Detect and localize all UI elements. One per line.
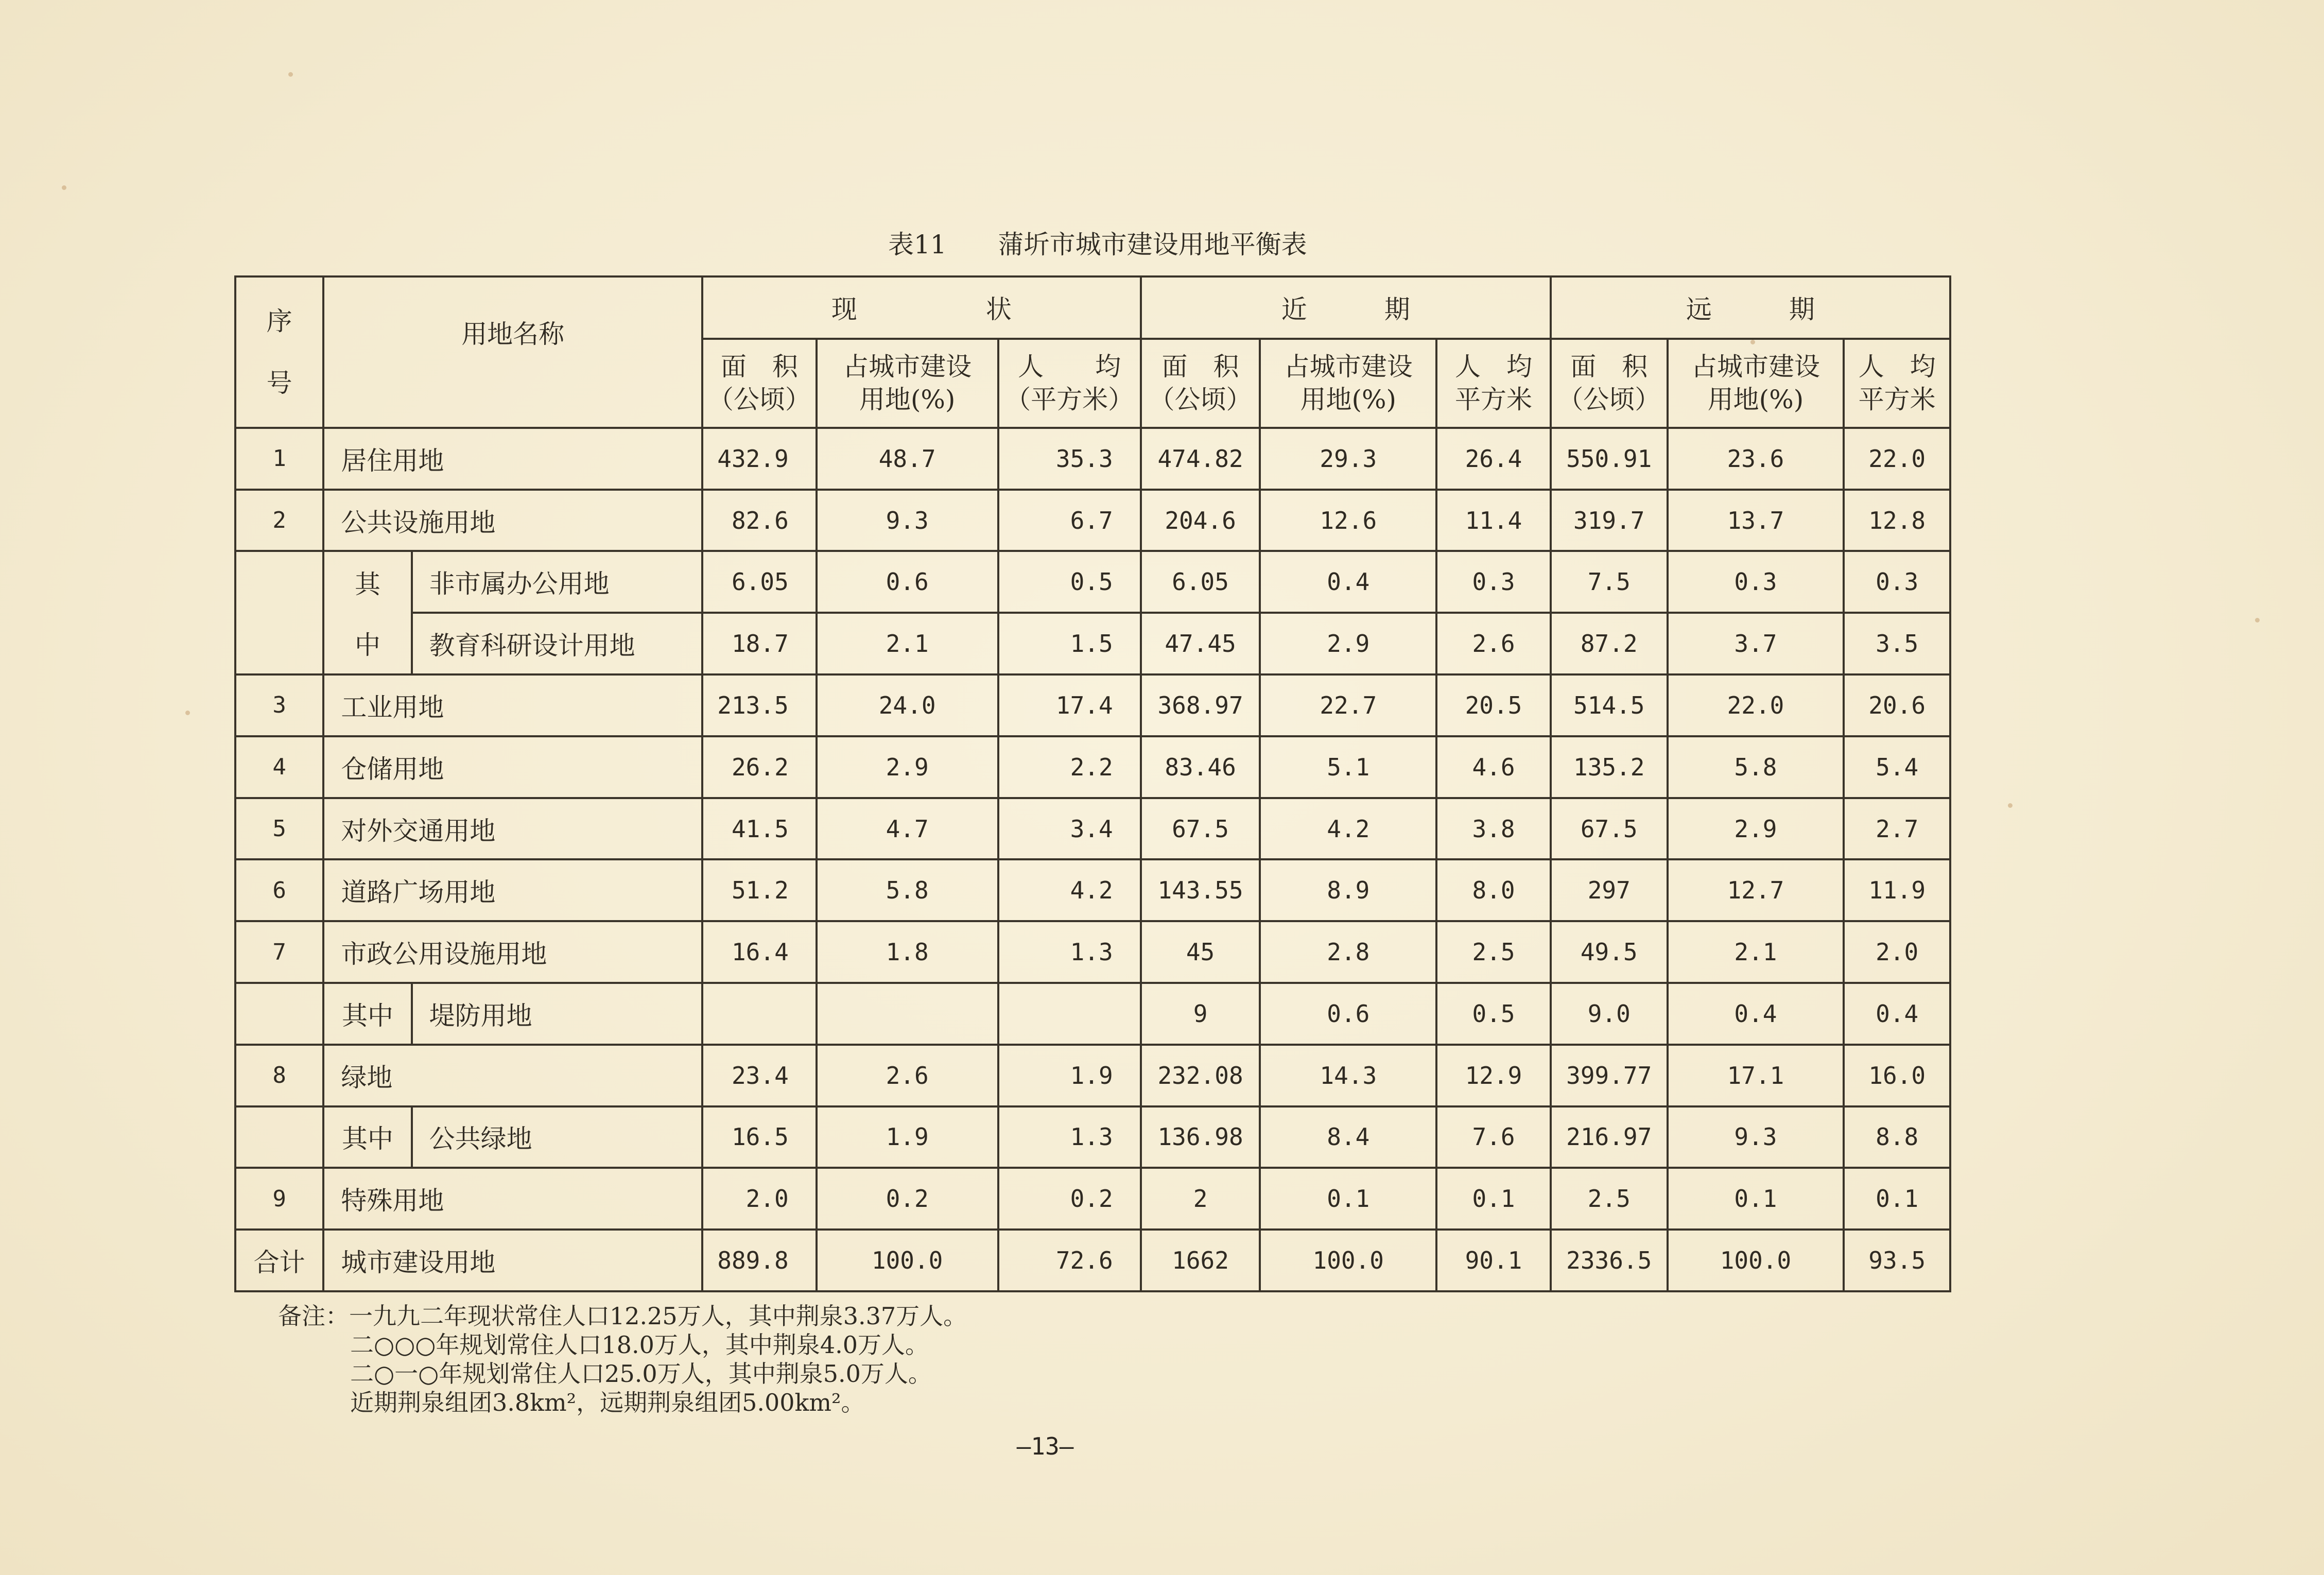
cell: 82.6 [702,490,817,551]
cell: 8.0 [1436,859,1551,921]
cell [998,983,1141,1045]
cell: 232.08 [1141,1045,1260,1106]
page-number: —13— [1016,1432,1074,1460]
cell: 5.4 [1844,736,1950,798]
row-seq: 合计 [235,1230,323,1291]
row-seq: 1 [235,428,323,490]
cell: 48.7 [817,428,998,490]
table-row [235,674,1950,736]
col-header: 人 均 平方米 [1436,339,1551,428]
cell: 0.3 [1436,551,1551,613]
cell: 35.3 [998,428,1141,490]
table-title [888,227,1403,263]
row-name: 非市属办公用地 [412,551,702,613]
cell: 13.7 [1668,490,1844,551]
cell: 216.97 [1551,1106,1668,1168]
row-seq: 9 [235,1168,323,1230]
cell: 2.7 [1844,798,1950,860]
row-name: 道路广场用地 [323,859,702,921]
col-header: 占城市建设 用地(%) [1260,339,1436,428]
name-header: 用地名称 [323,276,702,428]
table-number: 表11 [888,230,947,259]
cell: 1.9 [817,1106,998,1168]
cell: 23.4 [702,1045,817,1106]
table-row [235,859,1950,921]
row-seq: 2 [235,490,323,551]
table-row-sub [235,551,1950,613]
cell: 143.55 [1141,859,1260,921]
col-header: 人 均 （平方米） [998,339,1141,428]
group-long-term-header: 远 期 [1551,276,1950,339]
cell: 20.5 [1436,674,1551,736]
cell: 0.5 [998,551,1141,613]
cell: 22.7 [1260,674,1436,736]
cell: 0.5 [1436,983,1551,1045]
note-line: 二○○○年规划常住人口18.0万人，其中荆泉4.0万人。 [350,1331,929,1359]
row-seq: 4 [235,736,323,798]
cell: 0.2 [998,1168,1141,1230]
cell: 6.05 [1141,551,1260,613]
cell: 24.0 [817,674,998,736]
table-row [235,1045,1950,1106]
cell: 1.3 [998,1106,1141,1168]
cell: 2.6 [1436,613,1551,674]
cell: 2.0 [1844,921,1950,983]
cell: 3.8 [1436,798,1551,860]
group-near-term-header: 近 期 [1141,276,1551,339]
cell: 100.0 [1668,1230,1844,1291]
cell: 0.4 [1260,551,1436,613]
row-name: 教育科研设计用地 [412,613,702,674]
cell: 0.4 [1668,983,1844,1045]
cell: 67.5 [1551,798,1668,860]
cell: 22.0 [1844,428,1950,490]
cell: 16.4 [702,921,817,983]
group-current-header: 现 状 [702,276,1141,339]
table-row [235,921,1950,983]
cell: 87.2 [1551,613,1668,674]
cell: 213.5 [702,674,817,736]
row-name: 特殊用地 [323,1168,702,1230]
cell: 93.5 [1844,1230,1950,1291]
cell: 8.8 [1844,1106,1950,1168]
cell: 12.9 [1436,1045,1551,1106]
cell: 4.2 [1260,798,1436,860]
cell: 2.5 [1551,1168,1668,1230]
note-line: 近期荆泉组团3.8km²，远期荆泉组团5.00km²。 [350,1389,865,1416]
cell: 1662 [1141,1230,1260,1291]
cell: 8.4 [1260,1106,1436,1168]
cell: 17.4 [998,674,1141,736]
cell: 204.6 [1141,490,1260,551]
cell: 2.5 [1436,921,1551,983]
table-row-sub [235,983,1950,1045]
cell: 2.8 [1260,921,1436,983]
cell: 297 [1551,859,1668,921]
cell: 1.9 [998,1045,1141,1106]
cell: 4.7 [817,798,998,860]
cell: 8.9 [1260,859,1436,921]
note-line: 二○一○年规划常住人口25.0万人，其中荆泉5.0万人。 [350,1360,932,1388]
cell: 12.7 [1668,859,1844,921]
row-name: 公共绿地 [412,1106,702,1168]
cell: 368.97 [1141,674,1260,736]
cell: 135.2 [1551,736,1668,798]
cell: 20.6 [1844,674,1950,736]
cell: 1.5 [998,613,1141,674]
cell: 3.7 [1668,613,1844,674]
col-header: 面 积 （公顷） [1551,339,1668,428]
cell: 49.5 [1551,921,1668,983]
cell: 3.5 [1844,613,1950,674]
cell: 0.6 [817,551,998,613]
cell: 12.6 [1260,490,1436,551]
cell: 29.3 [1260,428,1436,490]
table-row-sub [235,613,1950,674]
cell: 83.46 [1141,736,1260,798]
cell: 399.77 [1551,1045,1668,1106]
cell: 514.5 [1551,674,1668,736]
cell [817,983,998,1045]
cell: 4.6 [1436,736,1551,798]
cell: 22.0 [1668,674,1844,736]
row-seq-empty [235,551,323,674]
cell: 2.0 [702,1168,817,1230]
row-name: 居住用地 [323,428,702,490]
cell: 7.6 [1436,1106,1551,1168]
cell: 5.8 [817,859,998,921]
cell: 474.82 [1141,428,1260,490]
cell: 9.0 [1551,983,1668,1045]
row-name: 公共设施用地 [323,490,702,551]
cell: 0.2 [817,1168,998,1230]
cell: 23.6 [1668,428,1844,490]
table-row [235,428,1950,490]
cell: 100.0 [817,1230,998,1291]
cell: 0.1 [1436,1168,1551,1230]
cell: 100.0 [1260,1230,1436,1291]
row-name: 堤防用地 [412,983,702,1045]
cell: 4.2 [998,859,1141,921]
row-name: 市政公用设施用地 [323,921,702,983]
cell: 5.1 [1260,736,1436,798]
sub-label: 其 [323,551,411,613]
cell: 2.1 [1668,921,1844,983]
row-seq: 7 [235,921,323,983]
cell: 17.1 [1668,1045,1844,1106]
row-seq-empty [235,983,323,1045]
row-seq: 5 [235,798,323,860]
cell: 1.3 [998,921,1141,983]
col-header: 人 均 平方米 [1844,339,1950,428]
header-row-groups [235,276,1950,339]
cell: 9.3 [817,490,998,551]
cell [702,983,817,1045]
cell: 0.6 [1260,983,1436,1045]
cell: 18.7 [702,613,817,674]
row-seq: 3 [235,674,323,736]
cell: 6.7 [998,490,1141,551]
table-row [235,1168,1950,1230]
cell: 2.9 [1260,613,1436,674]
row-name: 工业用地 [323,674,702,736]
cell: 432.9 [702,428,817,490]
table-row-total [235,1230,1950,1291]
col-header: 面 积 （公顷） [1141,339,1260,428]
cell: 16.0 [1844,1045,1950,1106]
cell: 2 [1141,1168,1260,1230]
table-row-sub [235,1106,1950,1168]
cell: 0.4 [1844,983,1950,1045]
cell: 5.8 [1668,736,1844,798]
table-notes [278,1302,1205,1417]
cell: 0.1 [1844,1168,1950,1230]
land-balance-table [234,275,1951,1292]
cell: 16.5 [702,1106,817,1168]
table-row [235,490,1950,551]
table-row [235,736,1950,798]
cell: 2336.5 [1551,1230,1668,1291]
row-seq-empty [235,1106,323,1168]
col-header: 面 积 （公顷） [702,339,817,428]
cell: 3.4 [998,798,1141,860]
row-name: 对外交通用地 [323,798,702,860]
cell: 9 [1141,983,1260,1045]
cell: 11.9 [1844,859,1950,921]
cell: 41.5 [702,798,817,860]
cell: 14.3 [1260,1045,1436,1106]
sub-label: 中 [323,613,411,674]
notes-label: 备注： [278,1302,349,1330]
cell: 2.1 [817,613,998,674]
cell: 0.1 [1260,1168,1436,1230]
cell: 319.7 [1551,490,1668,551]
cell: 136.98 [1141,1106,1260,1168]
cell: 12.8 [1844,490,1950,551]
table-row [235,798,1950,860]
cell: 2.9 [817,736,998,798]
cell: 0.3 [1844,551,1950,613]
row-seq: 8 [235,1045,323,1106]
table-title-text: 蒲圻市城市建设用地平衡表 [998,230,1307,259]
col-header: 占城市建设 用地(%) [1668,339,1844,428]
cell: 72.6 [998,1230,1141,1291]
row-name: 仓储用地 [323,736,702,798]
cell: 889.8 [702,1230,817,1291]
cell: 0.1 [1668,1168,1844,1230]
cell: 11.4 [1436,490,1551,551]
cell: 26.4 [1436,428,1551,490]
cell: 7.5 [1551,551,1668,613]
seq-header: 序 号 [235,276,323,428]
cell: 67.5 [1141,798,1260,860]
row-seq: 6 [235,859,323,921]
cell: 0.3 [1668,551,1844,613]
cell: 9.3 [1668,1106,1844,1168]
cell: 1.8 [817,921,998,983]
sub-label: 其中 [323,983,411,1045]
cell: 550.91 [1551,428,1668,490]
cell: 47.45 [1141,613,1260,674]
cell: 6.05 [702,551,817,613]
cell: 2.9 [1668,798,1844,860]
cell: 90.1 [1436,1230,1551,1291]
cell: 51.2 [702,859,817,921]
cell: 2.6 [817,1045,998,1106]
cell: 2.2 [998,736,1141,798]
note-line: 备注：一九九二年现状常住人口12.25万人，其中荆泉3.37万人。 [278,1302,967,1330]
cell: 26.2 [702,736,817,798]
row-name: 绿地 [323,1045,702,1106]
row-name: 城市建设用地 [323,1230,702,1291]
sub-label: 其中 [323,1106,411,1168]
col-header: 占城市建设 用地(%) [817,339,998,428]
cell: 45 [1141,921,1260,983]
